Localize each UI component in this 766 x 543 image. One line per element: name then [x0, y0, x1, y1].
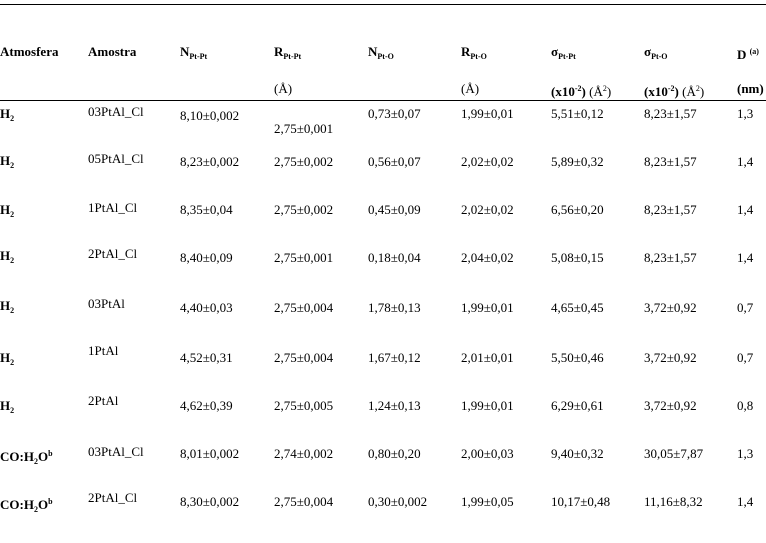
header-n-pto: $N_{Pt-O}$ [368, 44, 394, 61]
cell-sigma-pto: 3,72±0,92 [644, 398, 697, 413]
cell-sigma-ptpt: 5,89±0,32 [551, 154, 604, 169]
cell-amostra: 03PtAl [88, 296, 125, 311]
cell-sigma-pto: 3,72±0,92 [644, 300, 697, 315]
cell-amostra: 1PtAl_Cl [88, 200, 138, 215]
cell-sigma-ptpt: 9,40±0,32 [551, 446, 604, 461]
cell-n-pto: 1,24±0,13 [368, 398, 421, 413]
cell-amostra: 1PtAl [88, 343, 119, 358]
cell-d: 0,7 [737, 350, 754, 365]
cell-r-pto: 1,99±0,05 [461, 494, 514, 509]
cell-amostra: 2PtAl [88, 393, 119, 408]
cell-d: 0,7 [737, 300, 754, 315]
cell-r-pto: 2,02±0,02 [461, 202, 514, 217]
header-r-ptpt: $R_{Pt-Pt}$ [274, 44, 302, 61]
cell-r-ptpt: 2,75±0,005 [274, 398, 334, 413]
cell-sigma-pto: 8,23±1,57 [644, 106, 697, 121]
cell-sigma-pto: 8,23±1,57 [644, 250, 697, 265]
cell-d: 1,3 [737, 446, 754, 461]
cell-n-pto: 0,18±0,04 [368, 250, 421, 265]
cell-r-ptpt: 2,75±0,004 [274, 350, 334, 365]
cell-n-ptpt: 4,40±0,03 [180, 300, 233, 315]
cell-n-pto: 0,73±0,07 [368, 106, 421, 121]
cell-r-ptpt: 2,74±0,002 [274, 446, 334, 461]
header-d: D $^{(a)}$ [737, 47, 759, 62]
cell-r-ptpt: 2,75±0,001 [274, 250, 334, 265]
cell-r-ptpt: 2,75±0,002 [274, 202, 334, 217]
cell-n-ptpt: 4,52±0,31 [180, 350, 233, 365]
cell-n-ptpt: 8,10±0,002 [180, 108, 240, 123]
cell-n-pto: 1,78±0,13 [368, 300, 421, 315]
cell-r-ptpt: 2,75±0,004 [274, 494, 334, 509]
cell-atmosfera: $H_2$ [0, 248, 15, 265]
cell-r-pto: 2,01±0,01 [461, 350, 514, 365]
cell-sigma-pto: 30,05±7,87 [644, 446, 704, 461]
cell-n-pto: 0,56±0,07 [368, 154, 421, 169]
cell-n-ptpt: 8,30±0,002 [180, 494, 240, 509]
cell-atmosfera: $CO:H_2O^b$ [0, 449, 53, 466]
cell-d: 1,3 [737, 106, 754, 121]
unit-r-ptpt: (Å) [274, 81, 293, 96]
cell-sigma-ptpt: 4,65±0,45 [551, 300, 604, 315]
cell-n-ptpt: 8,01±0,002 [180, 446, 240, 461]
cell-atmosfera: $H_2$ [0, 350, 15, 367]
cell-amostra: 03PtAl_Cl [88, 444, 144, 459]
cell-sigma-ptpt: 5,51±0,12 [551, 106, 604, 121]
table-top-rule [0, 4, 766, 5]
header-r-pto: $R_{Pt-O}$ [461, 44, 487, 61]
header-n-ptpt: $N_{Pt-Pt}$ [180, 44, 208, 61]
cell-sigma-ptpt: 6,29±0,61 [551, 398, 604, 413]
unit-sigma-ptpt: $(x10^{-2})$ $(Å^2)$ [551, 84, 612, 99]
cell-n-pto: 1,67±0,12 [368, 350, 421, 365]
cell-sigma-ptpt: 5,08±0,15 [551, 250, 604, 265]
cell-n-ptpt: 8,35±0,04 [180, 202, 233, 217]
header-sigma-pto: $\sigma_{Pt-O}$ [644, 44, 668, 61]
cell-r-pto: 2,02±0,02 [461, 154, 514, 169]
cell-n-pto: 0,30±0,002 [368, 494, 428, 509]
cell-sigma-pto: 8,23±1,57 [644, 202, 697, 217]
cell-atmosfera: $CO:H_2O^b$ [0, 497, 53, 514]
cell-n-pto: 0,80±0,20 [368, 446, 421, 461]
cell-r-pto: 2,04±0,02 [461, 250, 514, 265]
cell-sigma-ptpt: 6,56±0,20 [551, 202, 604, 217]
cell-r-pto: 1,99±0,01 [461, 300, 514, 315]
cell-atmosfera: $H_2$ [0, 398, 15, 415]
cell-sigma-pto: 8,23±1,57 [644, 154, 697, 169]
cell-n-pto: 0,45±0,09 [368, 202, 421, 217]
header-bottom-rule [0, 100, 766, 101]
header-sigma-ptpt: $\sigma_{Pt-Pt}$ [551, 44, 576, 61]
header-atmosfera: Atmosfera [0, 44, 59, 59]
cell-d: 1,4 [737, 494, 754, 509]
cell-atmosfera: $H_2$ [0, 202, 15, 219]
cell-n-ptpt: 4,62±0,39 [180, 398, 233, 413]
cell-r-pto: 2,00±0,03 [461, 446, 514, 461]
cell-r-pto: 1,99±0,01 [461, 398, 514, 413]
cell-amostra: 05PtAl_Cl [88, 151, 144, 166]
unit-sigma-pto: $(x10^{-2})$ $(Å^2)$ [644, 84, 705, 99]
cell-atmosfera: $H_2$ [0, 106, 15, 123]
cell-r-pto: 1,99±0,01 [461, 106, 514, 121]
cell-sigma-pto: 11,16±8,32 [644, 494, 703, 509]
cell-amostra: 2PtAl_Cl [88, 490, 138, 505]
cell-d: 1,4 [737, 250, 754, 265]
cell-atmosfera: $H_2$ [0, 153, 15, 170]
unit-d: (nm) [737, 81, 764, 96]
cell-amostra: 2PtAl_Cl [88, 246, 138, 261]
cell-n-ptpt: 8,23±0,002 [180, 154, 240, 169]
cell-n-ptpt: 8,40±0,09 [180, 250, 233, 265]
header-amostra: Amostra [88, 44, 137, 59]
cell-sigma-pto: 3,72±0,92 [644, 350, 697, 365]
cell-sigma-ptpt: 10,17±0,48 [551, 494, 611, 509]
cell-atmosfera: $H_2$ [0, 298, 15, 315]
cell-r-ptpt: 2,75±0,002 [274, 154, 334, 169]
cell-d: 1,4 [737, 202, 754, 217]
cell-sigma-ptpt: 5,50±0,46 [551, 350, 604, 365]
cell-d: 0,8 [737, 398, 754, 413]
cell-amostra: 03PtAl_Cl [88, 104, 144, 119]
cell-r-ptpt: 2,75±0,004 [274, 300, 334, 315]
cell-d: 1,4 [737, 154, 754, 169]
unit-r-pto: (Å) [461, 81, 480, 96]
cell-r-ptpt: 2,75±0,001 [274, 121, 334, 136]
